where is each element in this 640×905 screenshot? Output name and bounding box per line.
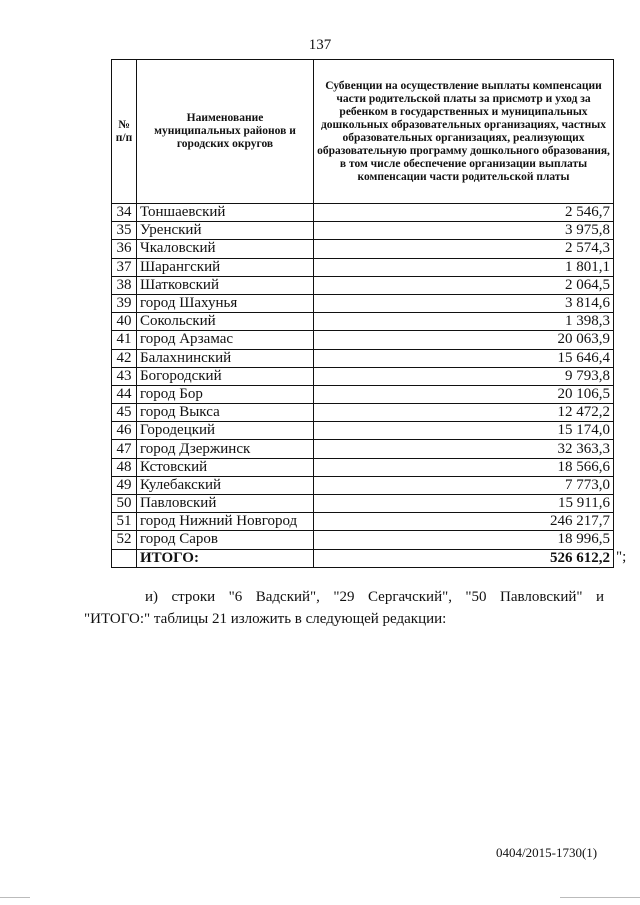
table-row: [112, 476, 614, 494]
header-name: Наименование муниципальных районов и городских округов: [137, 60, 314, 204]
total-row: [112, 549, 614, 567]
row-num-cell: 41: [112, 331, 137, 349]
table-row: [112, 313, 614, 331]
row-num-cell: 37: [112, 258, 137, 276]
row-name-cell: Чкаловский: [137, 240, 314, 258]
page-number: 137: [308, 37, 332, 53]
row-value-cell: 1 801,1: [314, 258, 614, 276]
row-name-cell: город Дзержинск: [137, 440, 314, 458]
table-row: [112, 222, 614, 240]
row-name-cell: Кстовский: [137, 458, 314, 476]
row-value-cell: 3 975,8: [314, 222, 614, 240]
row-num-cell: 40: [112, 313, 137, 331]
table-row: [112, 294, 614, 312]
row-name-cell: Шарангский: [137, 258, 314, 276]
row-name-cell: город Выкса: [137, 404, 314, 422]
row-value-cell: 18 996,5: [314, 531, 614, 549]
row-value-cell: 9 793,8: [314, 367, 614, 385]
table-row: [112, 204, 614, 222]
row-name-cell: Павловский: [137, 495, 314, 513]
amendment-paragraph: [84, 586, 604, 630]
document-code: 0404/2015-1730(1): [496, 845, 598, 860]
row-num-cell: 49: [112, 476, 137, 494]
row-value-cell: 3 814,6: [314, 294, 614, 312]
row-num-cell: 39: [112, 294, 137, 312]
total-num-cell: [112, 549, 137, 567]
header-num: № п/п: [112, 60, 137, 204]
table-row: [112, 258, 614, 276]
row-name-cell: Тоншаевский: [137, 204, 314, 222]
row-num-cell: 46: [112, 422, 137, 440]
row-value-cell: 32 363,3: [314, 440, 614, 458]
row-value-cell: 18 566,6: [314, 458, 614, 476]
table-row: [112, 331, 614, 349]
table-header-row: [112, 60, 614, 204]
table-row: [112, 422, 614, 440]
closing-quote-mark: ";: [616, 549, 627, 565]
table-row: [112, 276, 614, 294]
row-value-cell: 12 472,2: [314, 404, 614, 422]
table-row: [112, 513, 614, 531]
row-num-cell: 42: [112, 349, 137, 367]
row-value-cell: 7 773,0: [314, 476, 614, 494]
row-name-cell: Городецкий: [137, 422, 314, 440]
row-num-cell: 50: [112, 495, 137, 513]
row-num-cell: 47: [112, 440, 137, 458]
total-label: ИТОГО:: [137, 549, 314, 567]
paragraph-line-2: "ИТОГО:" таблицы 21 изложить в следующей редакции:: [84, 611, 447, 627]
row-num-cell: 45: [112, 404, 137, 422]
row-num-cell: 51: [112, 513, 137, 531]
row-name-cell: Богородский: [137, 367, 314, 385]
table-row: [112, 385, 614, 403]
row-num-cell: 34: [112, 204, 137, 222]
row-value-cell: 2 064,5: [314, 276, 614, 294]
table-row: [112, 349, 614, 367]
row-num-cell: 44: [112, 385, 137, 403]
row-value-cell: 2 546,7: [314, 204, 614, 222]
row-num-cell: 35: [112, 222, 137, 240]
row-name-cell: город Саров: [137, 531, 314, 549]
row-name-cell: город Бор: [137, 385, 314, 403]
paragraph-line-1: и) строки "6 Вадский", "29 Сергачский", "50 Павловский" и: [145, 589, 604, 605]
table-row: [112, 495, 614, 513]
row-num-cell: 43: [112, 367, 137, 385]
row-num-cell: 48: [112, 458, 137, 476]
row-name-cell: Уренский: [137, 222, 314, 240]
table-row: [112, 240, 614, 258]
row-name-cell: город Нижний Новгород: [137, 513, 314, 531]
row-num-cell: 52: [112, 531, 137, 549]
row-name-cell: Сокольский: [137, 313, 314, 331]
row-value-cell: 1 398,3: [314, 313, 614, 331]
row-value-cell: 20 106,5: [314, 385, 614, 403]
row-value-cell: 15 174,0: [314, 422, 614, 440]
row-value-cell: 20 063,9: [314, 331, 614, 349]
row-name-cell: город Шахунья: [137, 294, 314, 312]
row-name-cell: город Арзамас: [137, 331, 314, 349]
row-name-cell: Балахнинский: [137, 349, 314, 367]
table-row: [112, 458, 614, 476]
row-value-cell: 15 911,6: [314, 495, 614, 513]
scan-edge-right: [560, 897, 640, 898]
subsidy-table: [111, 59, 614, 568]
total-value: 526 612,2: [314, 549, 614, 567]
scan-edge-left: [0, 897, 30, 898]
header-value: Субвенции на осуществление выплаты компенсации части родительской платы за присмотр и уход за ребенком в государственных и муниципальных дошкольных образовательных организациях, частных образовательных организациях, реализующих образовательную программу дошкольного образования, в том числе обеспечение организации выплаты компенсации части родительской платы: [314, 60, 614, 204]
row-num-cell: 36: [112, 240, 137, 258]
row-value-cell: 246 217,7: [314, 513, 614, 531]
row-value-cell: 15 646,4: [314, 349, 614, 367]
row-num-cell: 38: [112, 276, 137, 294]
table-body: [112, 204, 614, 550]
row-value-cell: 2 574,3: [314, 240, 614, 258]
row-name-cell: Кулебакский: [137, 476, 314, 494]
row-name-cell: Шатковский: [137, 276, 314, 294]
table-row: [112, 531, 614, 549]
table-row: [112, 440, 614, 458]
table-row: [112, 404, 614, 422]
table-row: [112, 367, 614, 385]
